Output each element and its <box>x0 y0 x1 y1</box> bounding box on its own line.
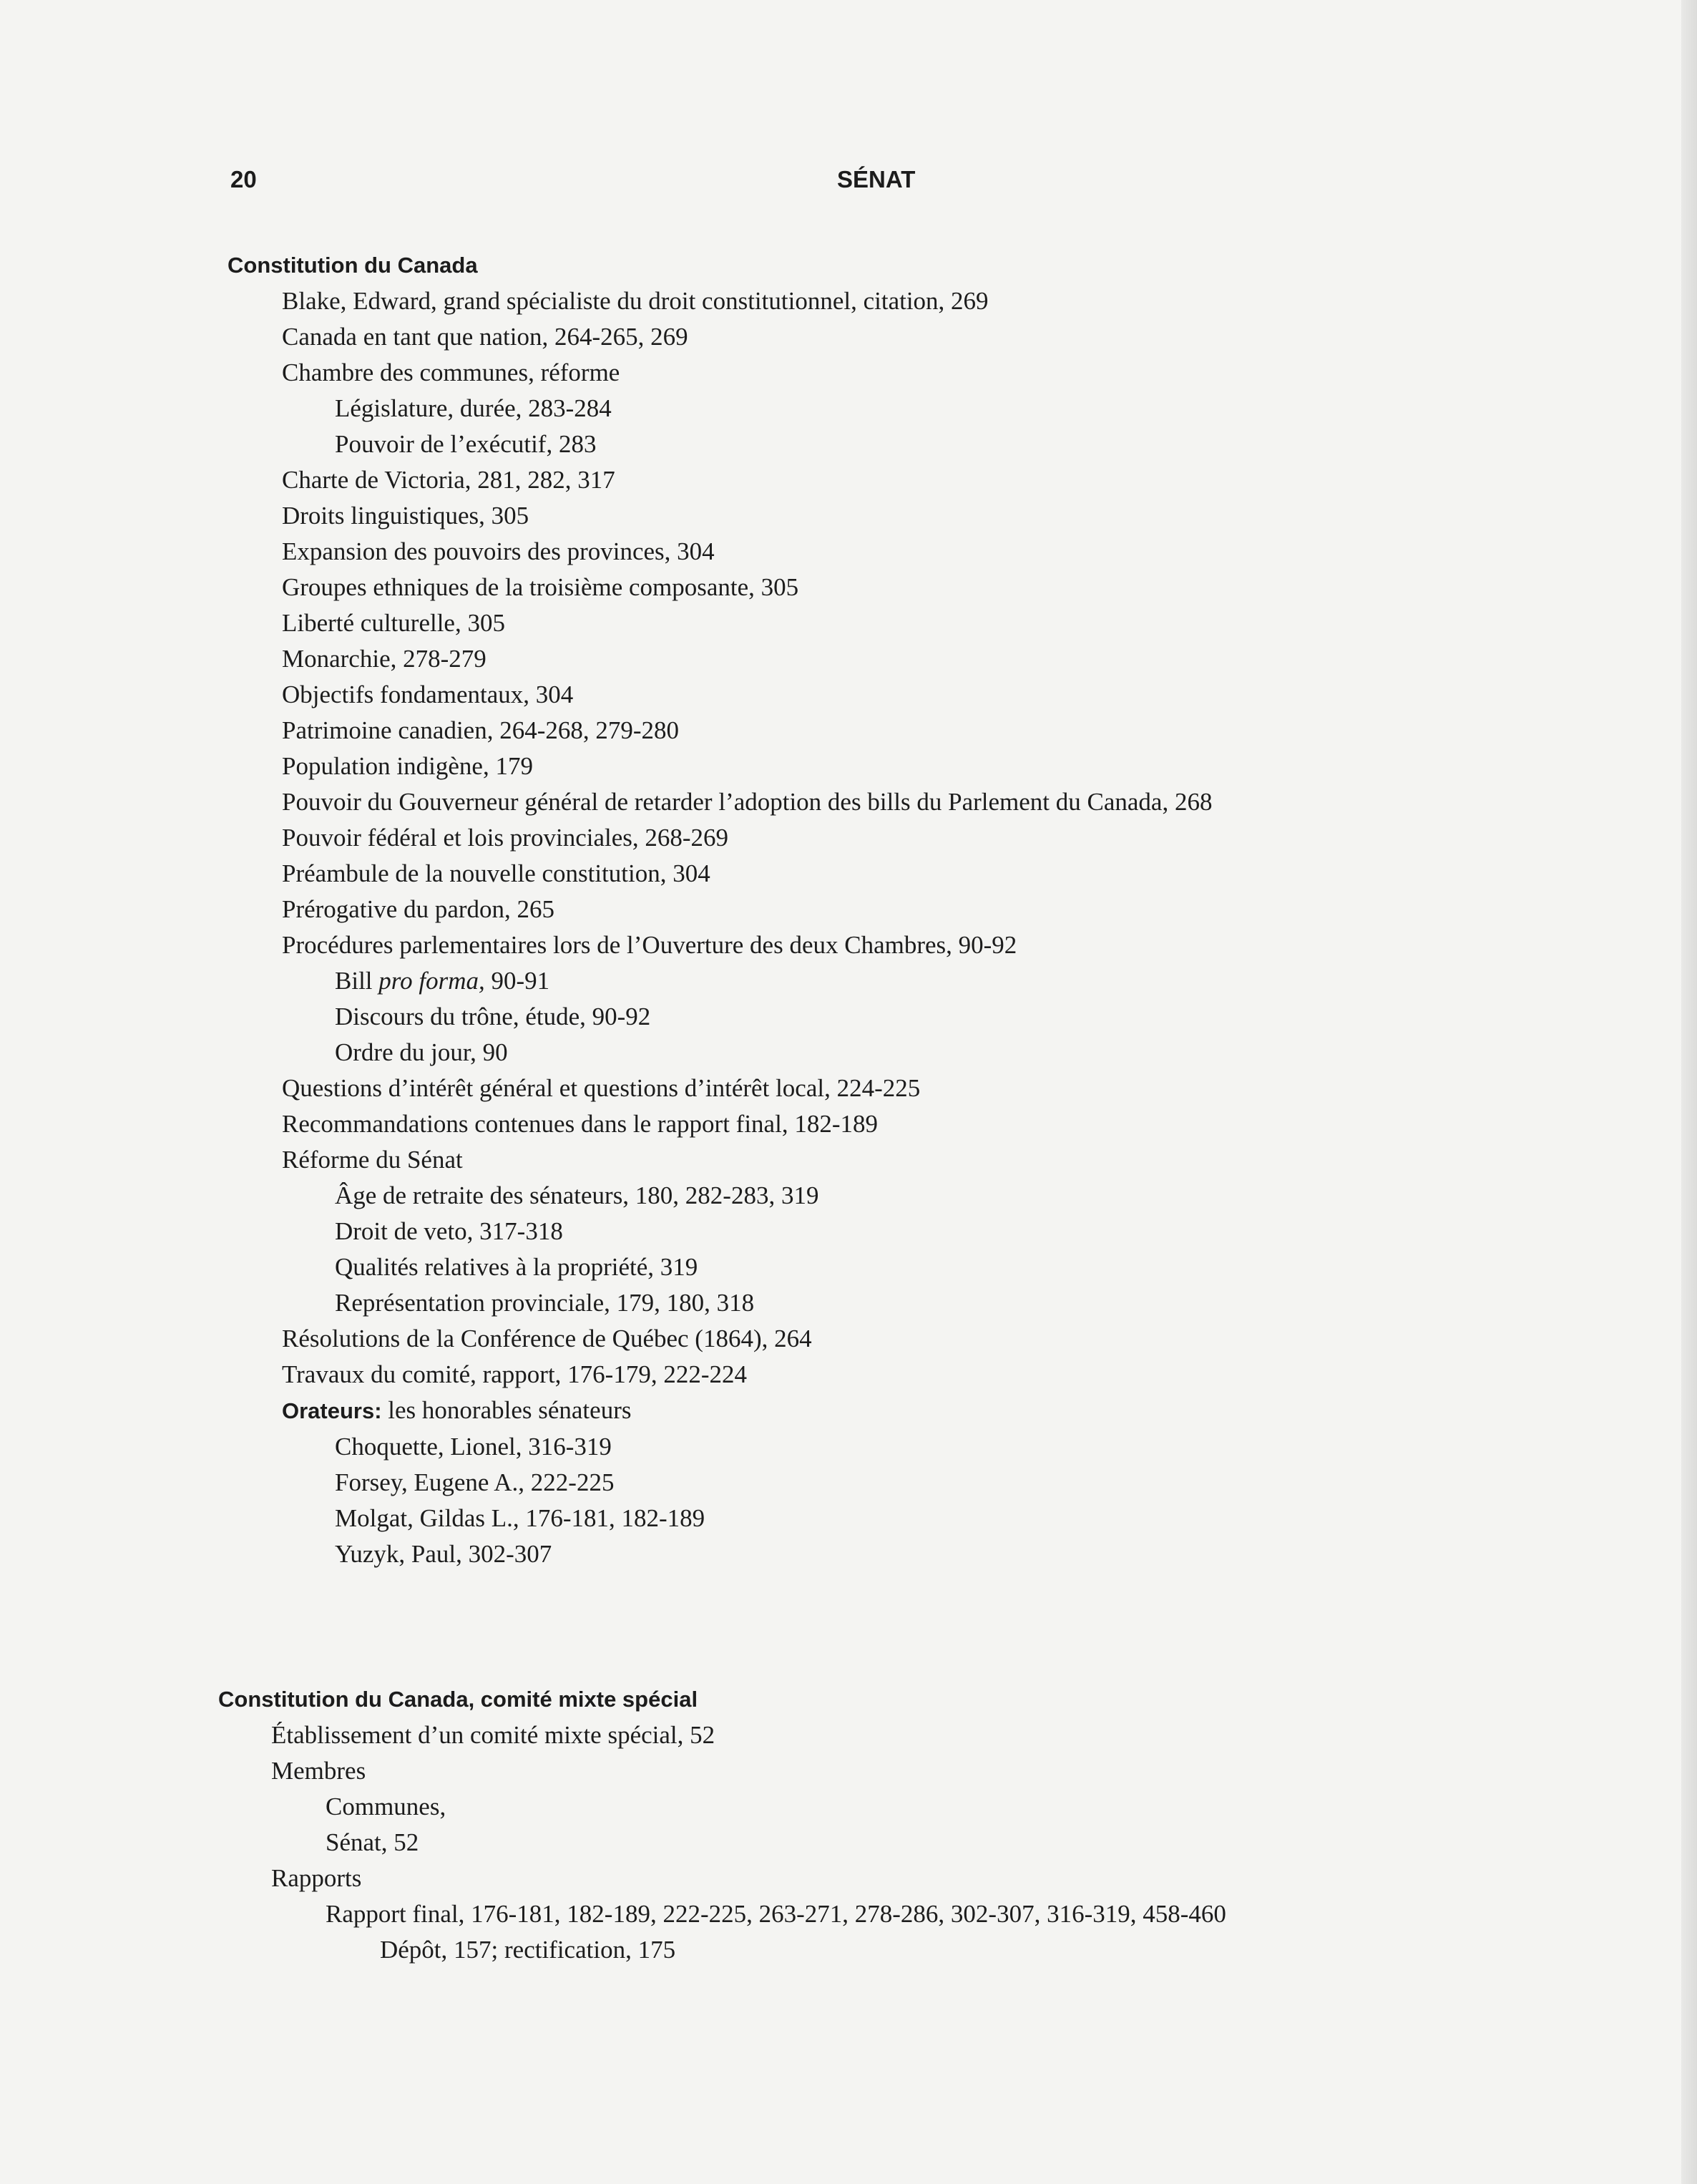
index-subentry <box>228 963 1212 999</box>
index-entry: Rapports <box>271 1864 362 1892</box>
index-entry: Droits linguistiques, 305 <box>282 502 529 530</box>
index-subentry: Discours du trône, étude, 90-92 <box>335 1003 651 1030</box>
index-subentry: Qualités relatives à la propriété, 319 <box>335 1253 698 1281</box>
speaker-entry: Forsey, Eugene A., 222-225 <box>335 1468 615 1496</box>
page-number: 20 <box>230 166 257 192</box>
speaker-entry: Molgat, Gildas L., 176-181, 182-189 <box>335 1504 705 1532</box>
index-entry: Population indigène, 179 <box>282 752 533 780</box>
index-entry: Réforme du Sénat <box>282 1146 463 1174</box>
index-section-joint-committee <box>218 1682 1226 1968</box>
entry-text: Bill <box>335 967 373 995</box>
section-heading: Constitution du Canada, comité mixte spécial <box>218 1687 698 1712</box>
index-subentry: Communes, <box>326 1793 446 1820</box>
index-subentry: Législature, durée, 283-284 <box>335 394 612 422</box>
index-entry: Expansion des pouvoirs des provinces, 304 <box>282 537 715 565</box>
index-section-constitution <box>228 248 1212 1572</box>
speaker-entry: Choquette, Lionel, 316-319 <box>335 1433 612 1461</box>
index-entry: Prérogative du pardon, 265 <box>282 895 555 923</box>
index-entry: Préambule de la nouvelle constitution, 304 <box>282 859 710 887</box>
page-title: SÉNAT <box>837 166 916 192</box>
index-subentry: Sénat, 52 <box>326 1828 419 1856</box>
running-head <box>0 166 1681 202</box>
index-entry: Établissement d’un comité mixte spécial, 52 <box>271 1721 715 1749</box>
entry-italic-text: pro forma, <box>378 967 485 995</box>
index-entry: Membres <box>271 1757 366 1785</box>
index-subsubentry: Dépôt, 157; rectification, 175 <box>380 1936 676 1964</box>
index-entry: Chambre des communes, réforme <box>282 359 620 386</box>
index-entry: Monarchie, 278-279 <box>282 645 486 673</box>
index-subentry: Représentation provinciale, 179, 180, 318 <box>335 1289 755 1317</box>
index-entry-speakers <box>228 1393 1212 1429</box>
index-subentry: Droit de veto, 317-318 <box>335 1217 563 1245</box>
index-entry: Objectifs fondamentaux, 304 <box>282 681 574 708</box>
index-subentry: Âge de retraite des sénateurs, 180, 282-283, 319 <box>335 1181 819 1209</box>
index-entry: Questions d’intérêt général et questions d’intérêt local, 224-225 <box>282 1074 921 1102</box>
index-entry: Travaux du comité, rapport, 176-179, 222-224 <box>282 1360 747 1388</box>
index-entry: Charte de Victoria, 281, 282, 317 <box>282 466 615 494</box>
index-entry: Recommandations contenues dans le rapport final, 182-189 <box>282 1110 878 1138</box>
index-entry: Canada en tant que nation, 264-265, 269 <box>282 323 688 351</box>
index-subentry: Rapport final, 176-181, 182-189, 222-225, 263-271, 278-286, 302-307, 316-319, 458-460 <box>326 1900 1226 1928</box>
index-entry: Procédures parlementaires lors de l’Ouverture des deux Chambres, 90-92 <box>282 931 1017 959</box>
page-edge <box>1681 0 1697 2184</box>
index-entry: Patrimoine canadien, 264-268, 279-280 <box>282 716 680 744</box>
speakers-label: Orateurs: <box>282 1398 382 1423</box>
speakers-qualifier: les honorables sénateurs <box>388 1396 632 1424</box>
index-entry: Pouvoir du Gouverneur général de retarder l’adoption des bills du Parlement du Canada, 268 <box>282 788 1213 816</box>
index-entry: Résolutions de la Conférence de Québec (1864), 264 <box>282 1325 812 1352</box>
speaker-entry: Yuzyk, Paul, 302-307 <box>335 1540 552 1568</box>
index-entry: Groupes ethniques de la troisième composante, 305 <box>282 573 799 601</box>
index-subentry: Pouvoir de l’exécutif, 283 <box>335 430 597 458</box>
entry-pages: 90-91 <box>491 967 550 995</box>
section-heading: Constitution du Canada <box>228 253 478 278</box>
index-entry: Blake, Edward, grand spécialiste du droit constitutionnel, citation, 269 <box>282 287 989 315</box>
index-subentry: Ordre du jour, 90 <box>335 1038 508 1066</box>
index-entry: Liberté culturelle, 305 <box>282 609 505 637</box>
index-entry: Pouvoir fédéral et lois provinciales, 268-269 <box>282 824 729 852</box>
